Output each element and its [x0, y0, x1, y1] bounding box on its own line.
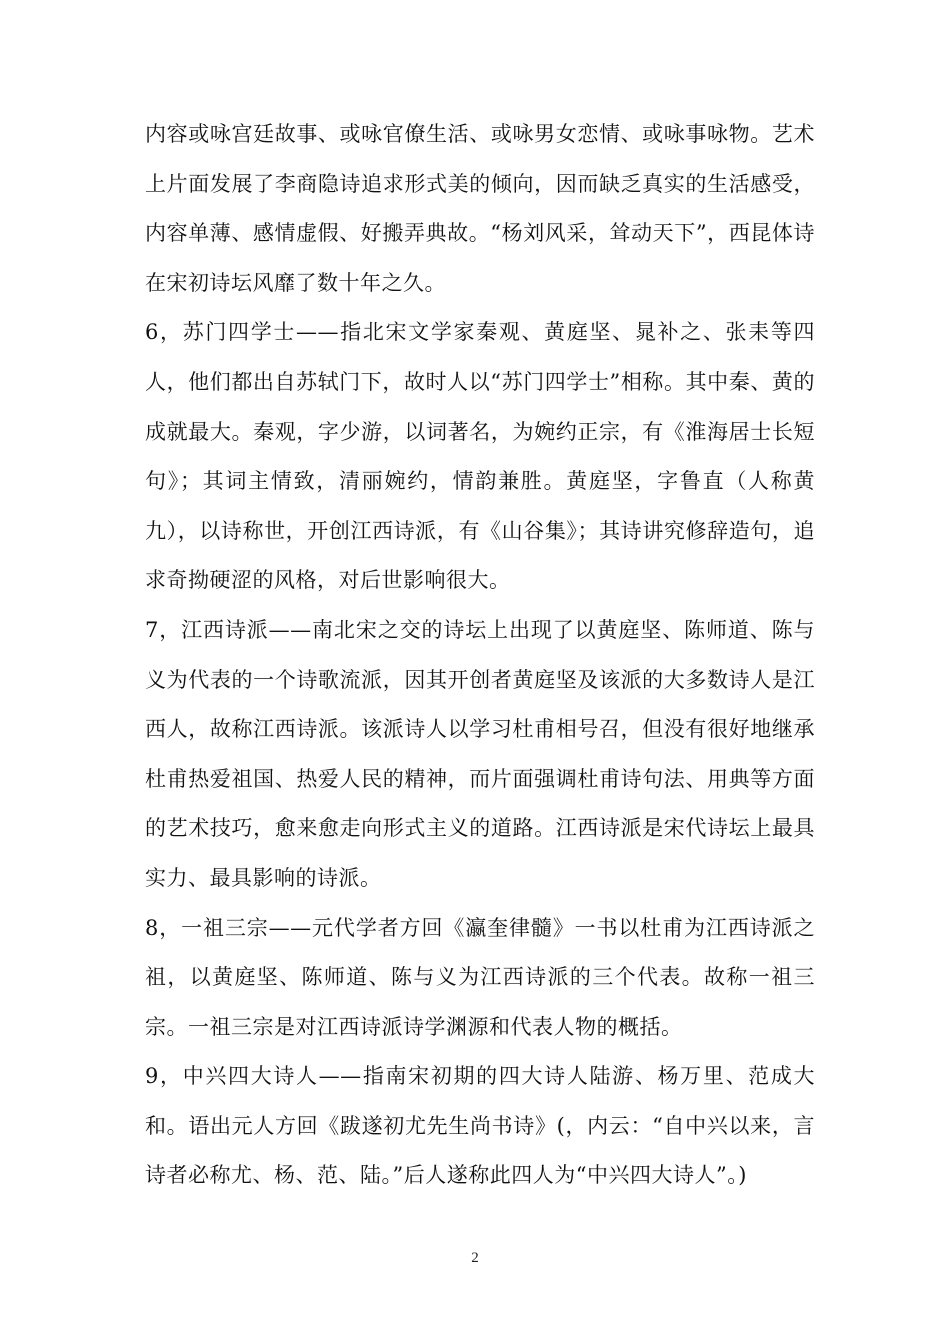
paragraph-zhongxing-four-poets: 9，中兴四大诗人——指南宋初期的四大诗人陆游、杨万里、范成大和。语出元人方回《跋遂初尤先生尚书诗》(，内云：“自中兴以来，言诗者必称尤、杨、范、陆。”后人遂称此四人为“中兴四大诗人”。) — [145, 1064, 815, 1188]
document-body — [145, 110, 815, 1201]
page-number: 2 — [471, 1250, 479, 1266]
paragraph-jiangxi-school: 7，江西诗派——南北宋之交的诗坛上出现了以黄庭坚、陈师道、陈与义为代表的一个诗歌流派，因其开创者黄庭坚及该派的大多数诗人是江西人，故称江西诗派。该派诗人以学习杜甫相号召，但没有很好地继承杜甫热爱祖国、热爱人民的精神，而片面强调杜甫诗句法、用典等方面的艺术技巧，愈来愈走向形式主义的道路。江西诗派是宋代诗坛上最具实力、最具影响的诗派。 — [145, 617, 815, 890]
paragraph-one-ancestor-three-masters: 8，一祖三宗——元代学者方回《瀛奎律髓》一书以杜甫为江西诗派之祖，以黄庭坚、陈师道、陈与义为江西诗派的三个代表。故称一祖三宗。一祖三宗是对江西诗派诗学渊源和代表人物的概括。 — [145, 915, 815, 1039]
paragraph-xikun-continuation: 内容或咏宫廷故事、或咏官僚生活、或咏男女恋情、或咏事咏物。艺术上片面发展了李商隐诗追求形式美的倾向，因而缺乏真实的生活感受，内容单薄、感情虚假、好搬弄典故。“杨刘风采，耸动天下”，西昆体诗在宋初诗坛风靡了数十年之久。 — [145, 122, 815, 295]
paragraph-sumen-four-scholars: 6，苏门四学士——指北宋文学家秦观、黄庭坚、晁补之、张耒等四人，他们都出自苏轼门下，故时人以“苏门四学士”相称。其中秦、黄的成就最大。秦观，字少游，以词著名，为婉约正宗，有《淮海居士长短句》；其词主情致，清丽婉约，情韵兼胜。黄庭坚，字鲁直（人称黄九），以诗称世，开创江西诗派，有《山谷集》；其诗讲究修辞造句，追求奇拗硬涩的风格，对后世影响很大。 — [145, 320, 815, 593]
